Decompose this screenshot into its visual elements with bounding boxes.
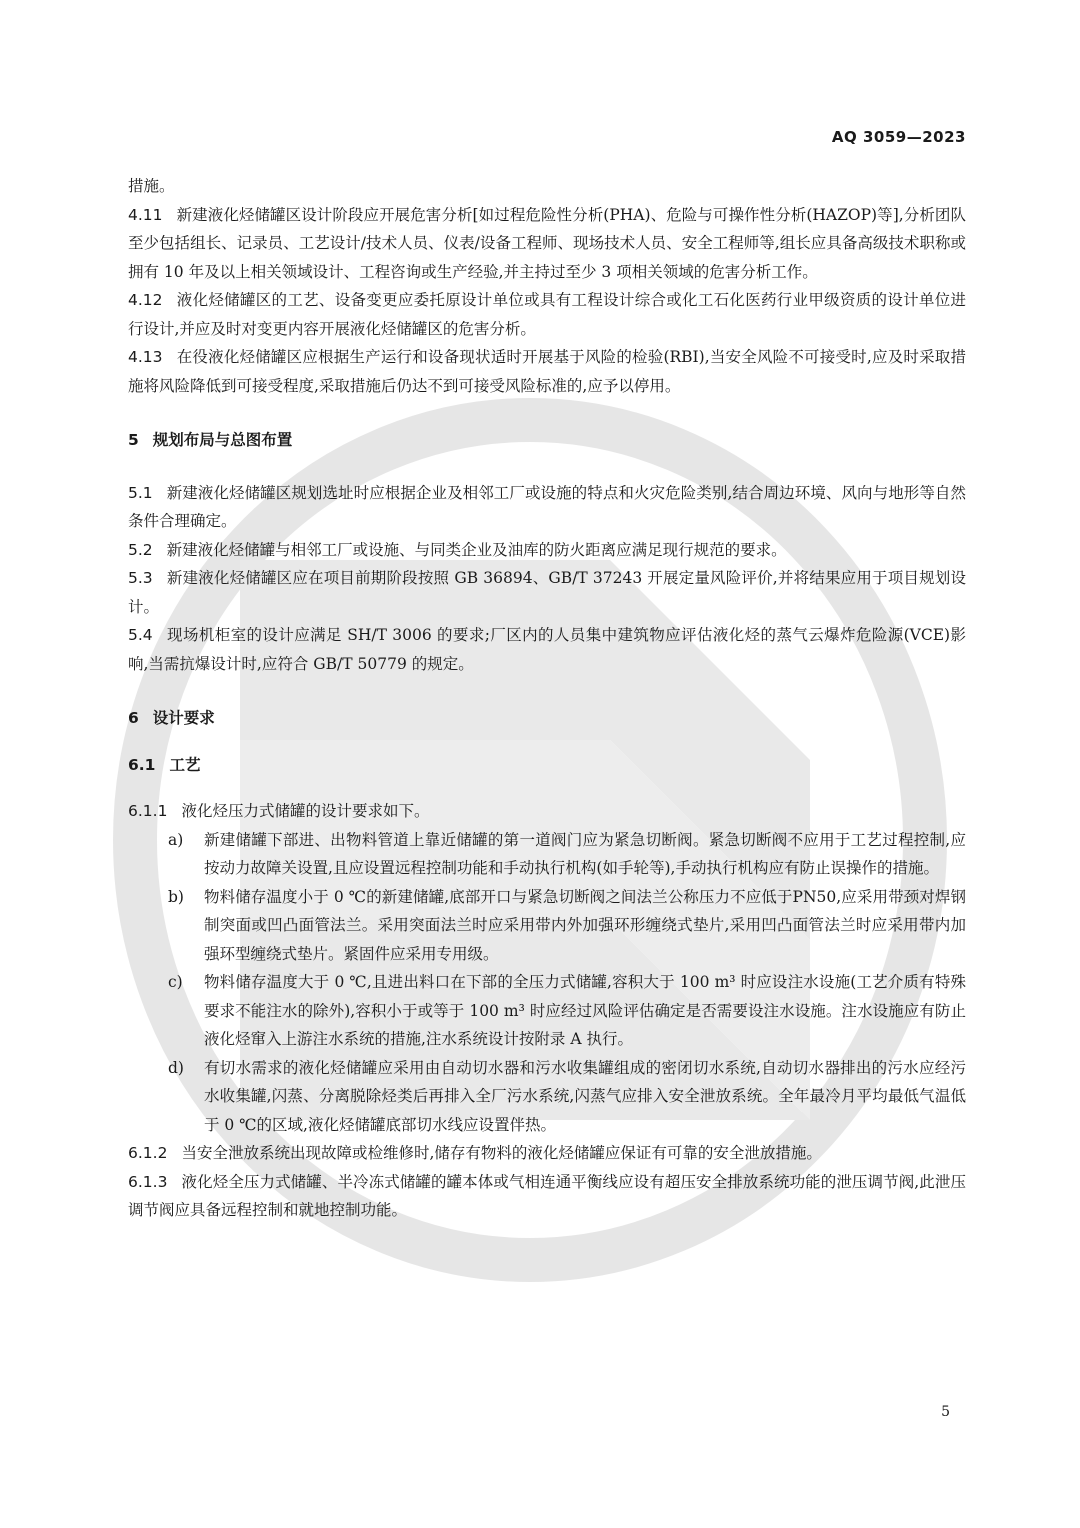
clause-number: 6.1.1 — [128, 802, 168, 820]
clause-number: 4.12 — [128, 291, 163, 309]
section-6-1-heading — [128, 751, 966, 780]
section-title: 规划布局与总图布置 — [152, 431, 293, 449]
clause-number: 5.1 — [128, 483, 153, 502]
list-label: b) — [168, 887, 184, 906]
clause-5-1 — [128, 479, 966, 536]
document-body — [128, 172, 966, 1225]
clause-4-13 — [128, 343, 966, 400]
clause-5-3 — [128, 564, 966, 621]
list-text: 新建储罐下部进、出物料管道上靠近储罐的第一道阀门应为紧急切断阀。紧急切断阀不应用于工艺过程控制,应按动力故障关设置,且应设置远程控制功能和手动执行机构(如手轮等),手动执行机构应有防止误操作的措施。 — [204, 830, 966, 877]
list-text: 物料储存温度大于 0 ℃,且进出料口在下部的全压力式储罐,容积大于 100 m³ 时应设注水设施(工艺介质有特殊要求不能注水的除外),容积小于或等于 100 m³ 时应经过风险评估确定是否需要设注水设施。注水设施应有防止液化烃窜入上游注水系统的措施,注水系统设计按附录 A 执行。 — [204, 973, 966, 1048]
section-5-heading — [128, 426, 966, 455]
list-label: d) — [168, 1058, 184, 1077]
section-title: 工艺 — [169, 755, 201, 774]
clause-number: 6.1.3 — [128, 1172, 168, 1191]
clause-text: 液化烃压力式储罐的设计要求如下。 — [181, 802, 430, 820]
clause-5-4 — [128, 621, 966, 678]
clause-4-11 — [128, 201, 966, 287]
list-label: c) — [168, 973, 183, 991]
clause-number: 5.4 — [128, 626, 153, 644]
clause-text: 液化烃全压力式储罐、半冷冻式储罐的罐本体或气相连通平衡线应设有超压安全排放系统功能的泄压调节阀,此泄压调节阀应具备远程控制和就地控制功能。 — [128, 1172, 966, 1219]
list-item-a — [128, 826, 966, 883]
section-number: 6.1 — [128, 755, 156, 774]
list-item-c — [128, 968, 966, 1054]
clause-5-2 — [128, 536, 966, 565]
list-text: 物料储存温度小于 0 ℃的新建储罐,底部开口与紧急切断阀之间法兰公称压力不应低于PN50,应采用带颈对焊钢制突面或凹凸面管法兰。采用突面法兰时应采用带内外加强环形缠绕式垫片,采用凹凸面管法兰时应采用带内加强环型缠绕式垫片。紧固件应采用专用级。 — [204, 887, 966, 963]
section-number: 6 — [128, 709, 139, 727]
clause-6-1-2 — [128, 1139, 966, 1168]
clause-6-1-3 — [128, 1168, 966, 1225]
clause-text: 新建液化烃储罐区应在项目前期阶段按照 GB 36894、GB/T 37243 开展定量风险评价,并将结果应用于项目规划设计。 — [128, 569, 966, 616]
clause-text: 液化烃储罐区的工艺、设备变更应委托原设计单位或具有工程设计综合或化工石化医药行业甲级资质的设计单位进行设计,并应及时对变更内容开展液化烃储罐区的危害分析。 — [128, 291, 966, 338]
clause-number: 4.11 — [128, 205, 163, 224]
list-item-b — [128, 883, 966, 969]
clause-number: 5.3 — [128, 569, 153, 587]
page-number: 5 — [941, 1404, 950, 1420]
list-item-d — [128, 1054, 966, 1140]
clause-text: 新建液化烃储罐区设计阶段应开展危害分析[如过程危险性分析(PHA)、危险与可操作性分析(HAZOP)等],分析团队至少包括组长、记录员、工艺设计/技术人员、仪表/设备工程师、现场技术人员、安全工程师等,组长应具备高级技术职称或拥有 10 年及以上相关领域设计、工程咨询或生产经验,并主持过至少 3 项相关领域的危害分析工作。 — [128, 205, 966, 281]
clause-4-12 — [128, 286, 966, 343]
list-label: a) — [168, 830, 184, 849]
clause-text: 当安全泄放系统出现故障或检维修时,储存有物料的液化烃储罐应保证有可靠的安全泄放措施。 — [181, 1144, 822, 1162]
carry-over-text: 措施。 — [128, 177, 175, 195]
section-number: 5 — [128, 431, 139, 449]
clause-text: 新建液化烃储罐与相邻工厂或设施、与同类企业及油库的防火距离应满足现行规范的要求。 — [166, 540, 787, 559]
clause-text: 新建液化烃储罐区规划选址时应根据企业及相邻工厂或设施的特点和火灾危险类别,结合周边环境、风向与地形等自然条件合理确定。 — [128, 483, 966, 530]
list-text: 有切水需求的液化烃储罐应采用由自动切水器和污水收集罐组成的密闭切水系统,自动切水器排出的污水应经污水收集罐,闪蒸、分离脱除烃类后再排入全厂污水系统,闪蒸气应排入安全泄放系统。全年最冷月平均最低气温低于 0 ℃的区域,液化烃储罐底部切水线应设置伴热。 — [204, 1058, 966, 1134]
clause-number: 4.13 — [128, 348, 163, 366]
clause-number: 5.2 — [128, 540, 153, 559]
clause-6-1-1 — [128, 797, 966, 826]
section-title: 设计要求 — [152, 709, 215, 727]
clause-number: 6.1.2 — [128, 1144, 168, 1162]
standard-code: AQ 3059—2023 — [831, 128, 966, 146]
clause-text: 在役液化烃储罐区应根据生产运行和设备现状适时开展基于风险的检验(RBI),当安全风险不可接受时,应及时采取措施将风险降低到可接受程度,采取措施后仍达不到可接受风险标准的,应予以停用。 — [128, 348, 966, 395]
clause-text: 现场机柜室的设计应满足 SH/T 3006 的要求;厂区内的人员集中建筑物应评估液化烃的蒸气云爆炸危险源(VCE)影响,当需抗爆设计时,应符合 GB/T 50779 的规定。 — [128, 626, 966, 673]
section-6-heading — [128, 704, 966, 733]
